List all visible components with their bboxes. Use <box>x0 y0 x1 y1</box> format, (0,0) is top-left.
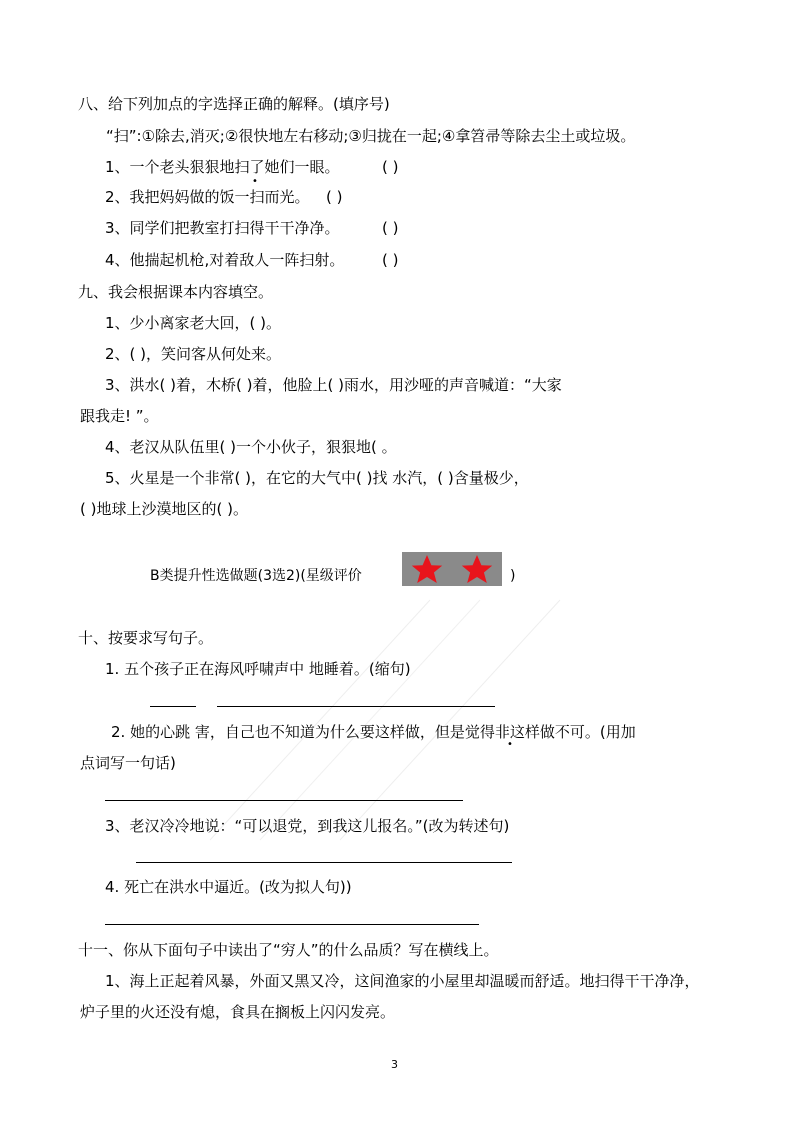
section-10-q3: 3、老汉冷冷地说：“可以退党，到我这儿报名。”(改为转述句) <box>105 817 510 835</box>
section-9-item-2: 2、( )，笑问客从何处来。 <box>105 345 282 363</box>
emphasis-dot: • <box>507 739 513 750</box>
answer-blank[interactable]: ( ) <box>382 158 399 176</box>
section-8-item-2: 2、我把妈妈做的饭一扫而光。 <box>105 188 310 206</box>
section-10-q1: 1. 五个孩子正在海风呼啸声中 地睡着。(缩句) <box>105 660 411 678</box>
answer-line[interactable] <box>105 800 463 801</box>
section-10-q4: 4. 死亡在洪水中逼近。(改为拟人句)) <box>105 878 352 896</box>
section-8-item-3: 3、同学们把教室打扫得干干净净。 <box>105 219 340 237</box>
section-9-item-5-cont: ( )地球上沙漠地区的( )。 <box>80 500 248 518</box>
section-8-title: 八、给下列加点的字选择正确的解释。(填序号) <box>78 95 390 113</box>
section-10-q2-cont: 点词写一句话) <box>80 754 176 772</box>
answer-blank[interactable]: ( ) <box>382 251 399 269</box>
section-9-item-5: 5、火星是一个非常( )，在它的大气中( )找 水汽，( )含量极少， <box>105 469 529 487</box>
page-number: 3 <box>391 1058 398 1071</box>
section-11-paragraph-2: 炉子里的火还没有熄，食具在搁板上闪闪发亮。 <box>80 1003 396 1021</box>
section-9-item-3-cont: 跟我走! ”。 <box>80 407 159 425</box>
section-9-title: 九、我会根据课本内容填空。 <box>78 283 274 301</box>
section-9-item-4: 4、老汉从队伍里( )一个小伙子，狠狠地( 。 <box>105 438 397 456</box>
section-8-item-4: 4、他揣起机枪,对着敌人一阵扫射。 <box>105 251 345 269</box>
section-8-item-1: 1、一个老头狠狠地扫了她们一眼。 <box>105 158 340 176</box>
section-9-item-3: 3、洪水( )着，木桥( )着，他脸上( )雨水，用沙哑的声音喊道：“大家 <box>105 376 562 394</box>
answer-blank[interactable]: ( ) <box>326 188 343 206</box>
answer-line[interactable] <box>150 706 196 707</box>
section-10-q2: 2. 她的心跳 害，自己也不知道为什么要这样做，但是觉得非这样做不可。(用加 <box>111 723 636 741</box>
section-9-item-1: 1、少小离家老大回，( )。 <box>105 314 282 332</box>
answer-line[interactable] <box>217 706 495 707</box>
star-rating <box>402 552 502 586</box>
part-b-close: ) <box>510 568 516 584</box>
section-10-title: 十、按要求写句子。 <box>78 629 214 647</box>
section-11-title: 十一、你从下面句子中读出了“穷人”的什么品质？写在横线上。 <box>78 941 499 959</box>
section-8-definitions: “扫”:①除去,消灭;②很快地左右移动;③归拢在一起;④拿笤帚等除去尘土或垃圾。 <box>106 127 636 145</box>
answer-line[interactable] <box>105 924 479 925</box>
emphasis-dot: • <box>252 176 258 187</box>
part-b-label: B类提升性选做题(3选2)(星级评价 <box>150 568 362 584</box>
answer-line[interactable] <box>136 862 512 863</box>
section-11-paragraph-1: 1、海上正起着风暴，外面又黑又冷，这间渔家的小屋里却温暖而舒适。地扫得干干净净， <box>105 972 700 990</box>
answer-blank[interactable]: ( ) <box>382 219 399 237</box>
watermark-decoration <box>200 590 600 850</box>
